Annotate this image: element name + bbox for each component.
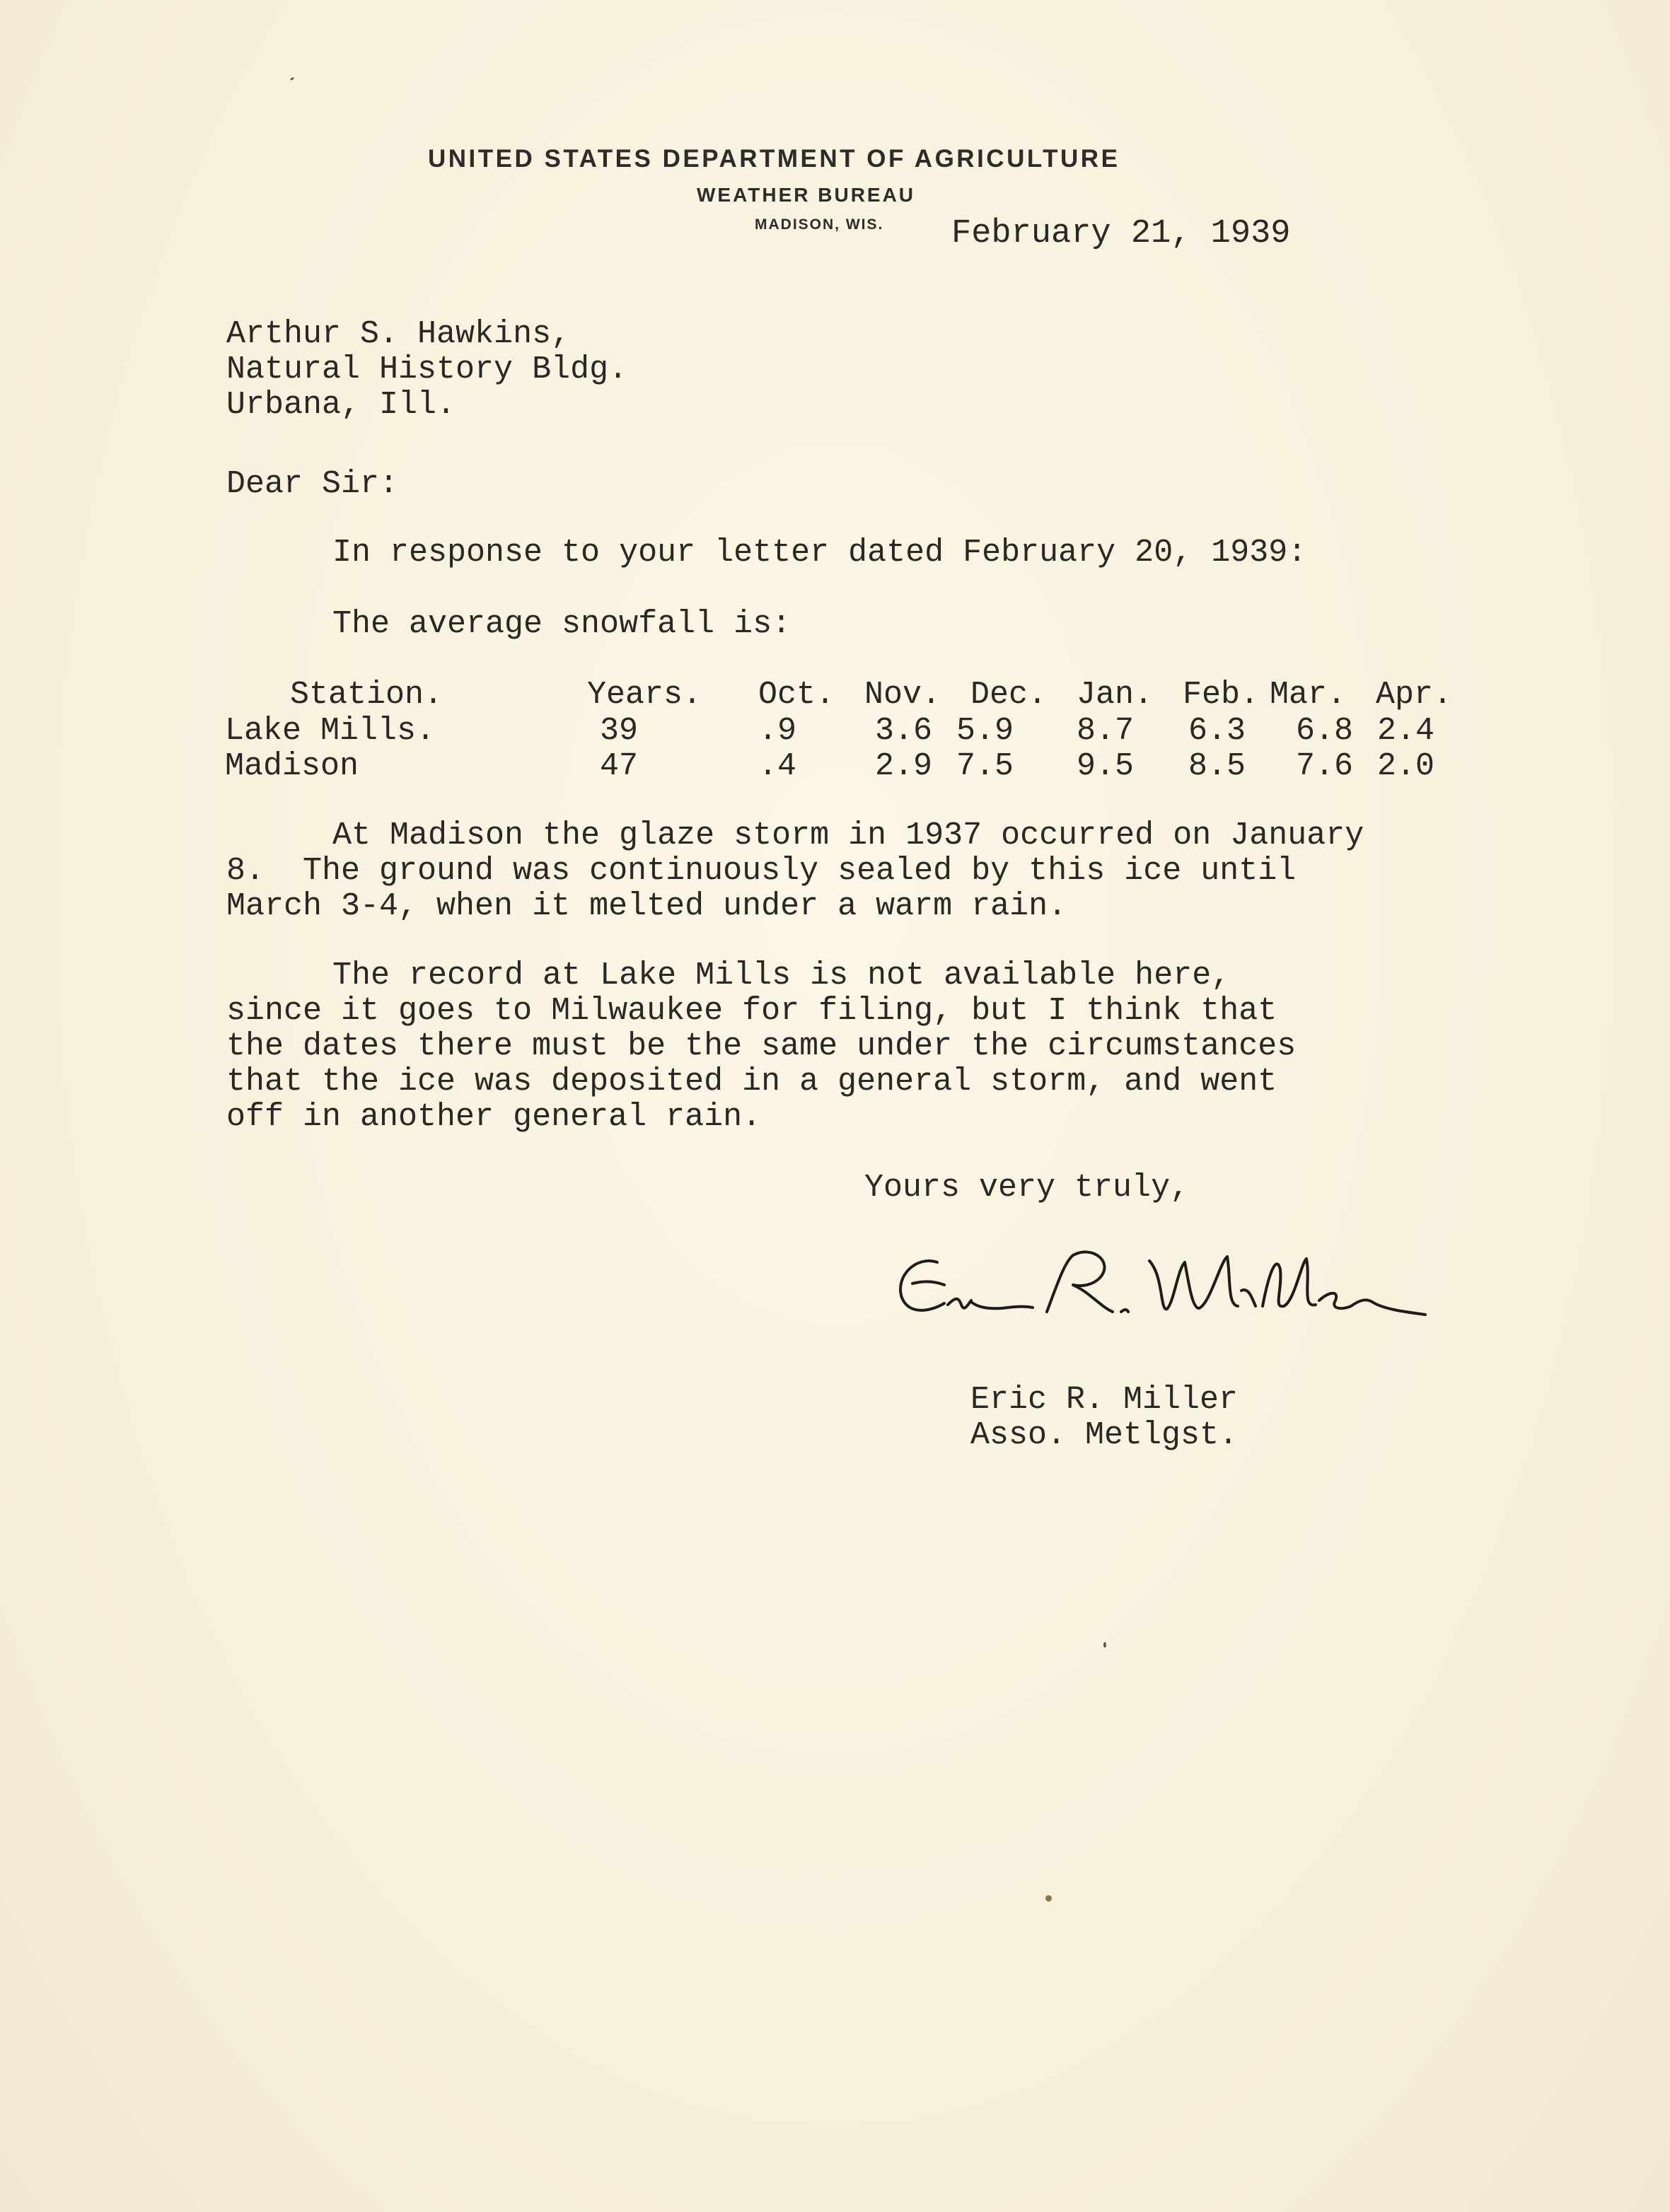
recipient-address: [226, 317, 627, 423]
table-header-cell: Feb.: [1183, 677, 1260, 713]
paragraph-line: that the ice was deposited in a general storm, and went: [226, 1064, 1277, 1100]
letter-date: February 21, 1939: [951, 215, 1291, 252]
recipient-address-line1: Natural History Bldg.: [226, 351, 628, 388]
table-cell: 2.0: [1377, 748, 1435, 784]
table-header-cell: Oct.: [758, 677, 835, 713]
table-cell: 8.7: [1077, 713, 1135, 749]
signatory-name: Eric R. Miller: [970, 1382, 1239, 1418]
table-header-cell: Jan.: [1077, 677, 1154, 713]
table-cell: 47: [600, 748, 639, 784]
table-header-cell: Nov.: [864, 677, 941, 713]
paragraph-line: since it goes to Milwaukee for filing, but I think that: [226, 993, 1277, 1029]
paper-speck: [290, 77, 295, 81]
table-header-cell: Dec.: [970, 677, 1048, 713]
table-cell: 7.5: [956, 748, 1014, 784]
table-cell: Lake Mills.: [225, 713, 436, 749]
table-cell: 3.6: [875, 713, 933, 749]
table-header-cell: Mar.: [1270, 677, 1347, 713]
table-cell: .4: [758, 748, 797, 784]
glaze-paragraph: [226, 818, 1364, 924]
recipient-address-line2: Urbana, Ill.: [226, 387, 456, 423]
table-cell: 6.3: [1188, 713, 1246, 749]
handwritten-signature: [888, 1241, 1454, 1333]
recipient-name: Arthur S. Hawkins,: [226, 316, 571, 352]
table-cell: 39: [600, 713, 639, 749]
record-paragraph: [226, 958, 1296, 1135]
table-cell: 9.5: [1077, 748, 1135, 784]
table-cell: 6.8: [1296, 713, 1354, 749]
table-cell: 2.4: [1377, 713, 1435, 749]
table-cell: .9: [758, 713, 797, 749]
salutation: Dear Sir:: [226, 466, 399, 502]
paper-speck: [1045, 1895, 1052, 1902]
snowfall-intro: The average snowfall is:: [332, 606, 791, 642]
table-header-cell: Station.: [290, 677, 443, 713]
table-cell: 2.9: [875, 748, 933, 784]
table-header-cell: Apr.: [1376, 677, 1453, 713]
closing: Yours very truly,: [864, 1170, 1190, 1206]
table-cell: 8.5: [1188, 748, 1246, 784]
signatory: [970, 1382, 1238, 1453]
paragraph-line: 8. The ground was continuously sealed by this ice until: [226, 853, 1297, 889]
paragraph-line: March 3-4, when it melted under a warm rain.: [226, 888, 1067, 924]
letterhead-department: UNITED STATES DEPARTMENT OF AGRICULTURE: [428, 145, 1120, 173]
letterhead-bureau: WEATHER BUREAU: [697, 184, 916, 206]
paragraph-line: At Madison the glaze storm in 1937 occurred on January: [332, 817, 1364, 854]
signatory-title: Asso. Metlgst.: [970, 1417, 1239, 1453]
table-cell: Madison: [225, 748, 359, 784]
paper-speck: [1103, 1642, 1106, 1648]
paragraph-line: The record at Lake Mills is not available here,: [332, 957, 1231, 994]
paragraph-line: off in another general rain.: [226, 1099, 762, 1135]
table-cell: 7.6: [1296, 748, 1354, 784]
table-cell: 5.9: [956, 713, 1014, 749]
table-header-cell: Years.: [587, 677, 702, 713]
letterhead-place: MADISON, WIS.: [755, 216, 884, 233]
intro-paragraph: In response to your letter dated February 20, 1939:: [332, 535, 1307, 571]
paragraph-line: the dates there must be the same under the circumstances: [226, 1028, 1297, 1064]
